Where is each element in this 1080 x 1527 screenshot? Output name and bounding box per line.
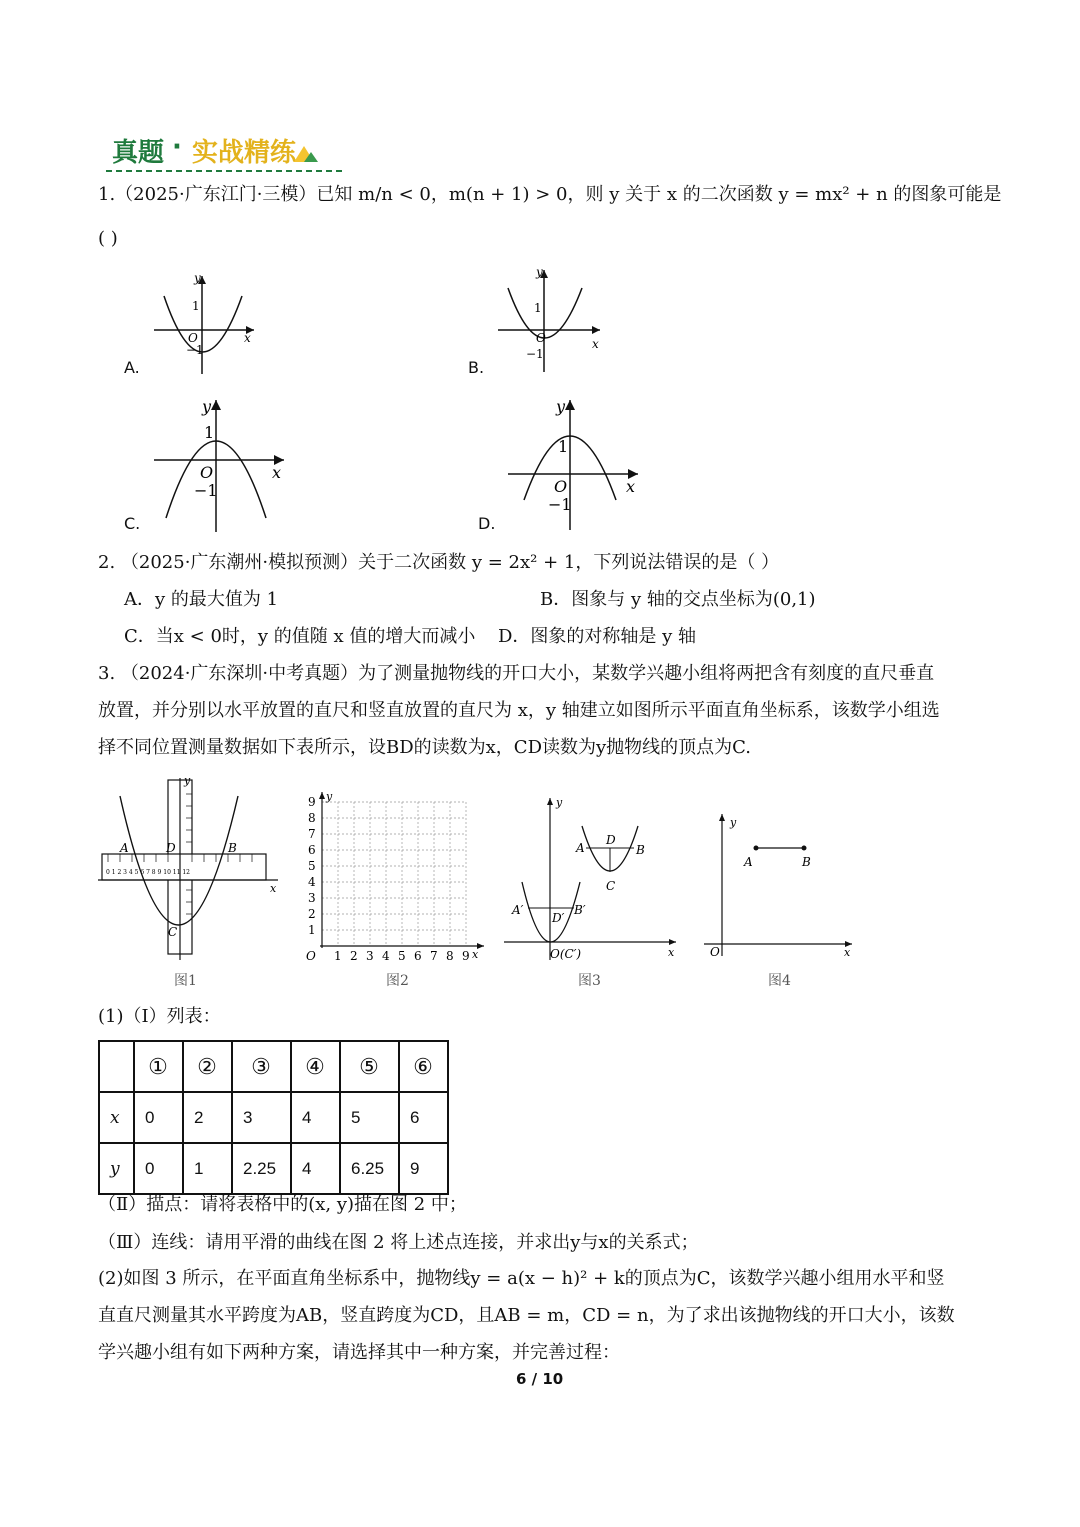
table-cell xyxy=(99,1041,134,1092)
table-cell: 3 xyxy=(232,1092,291,1143)
svg-text:8: 8 xyxy=(308,811,316,825)
svg-text:B: B xyxy=(802,855,811,869)
fig1-label-b: B xyxy=(228,841,237,855)
q3-part1-label: (1)（Ⅰ）列表： xyxy=(98,1006,221,1027)
svg-text:5: 5 xyxy=(398,949,406,962)
q1-option-c[interactable]: C. xyxy=(124,514,141,533)
fig1-label-a: A xyxy=(120,841,129,855)
table-cell: y xyxy=(99,1143,134,1194)
q3-part2-line2: 直直尺测量其水平跨度为AB，竖直跨度为CD，且AB = m，CD = n，为了求出该抛物线的开口大小，该数 xyxy=(98,1305,955,1326)
q1-option-b[interactable]: B. xyxy=(468,358,485,377)
svg-text:A: A xyxy=(744,855,753,869)
q1a-tick-neg1: −1 xyxy=(186,343,204,357)
table-header-row xyxy=(99,1041,448,1092)
q1a-x-label: x xyxy=(244,331,251,345)
svg-text:7: 7 xyxy=(430,949,438,962)
q3-figure-2 xyxy=(300,790,490,962)
section-title-part1: 真题 xyxy=(112,138,165,168)
svg-text:3: 3 xyxy=(366,949,374,962)
svg-text:y: y xyxy=(326,790,333,803)
svg-text:4: 4 xyxy=(308,875,316,889)
q3-data-table xyxy=(98,1040,449,1195)
svg-text:O: O xyxy=(710,945,720,959)
q3-figure-3 xyxy=(500,792,684,962)
q1-option-d[interactable]: D. xyxy=(478,514,496,533)
fig1-ruler-numbers: 0 1 2 3 4 5 6 7 8 9 10 11 12 xyxy=(106,869,190,876)
svg-text:6: 6 xyxy=(308,843,316,857)
svg-text:x: x xyxy=(592,337,599,351)
svg-text:−1: −1 xyxy=(526,347,544,361)
svg-text:y: y xyxy=(184,774,191,787)
svg-text:1: 1 xyxy=(308,923,316,937)
table-cell: 1 xyxy=(183,1143,232,1194)
q2-option-b[interactable]: B．图象与 y 轴的交点坐标为(0,1) xyxy=(540,589,816,610)
q3-figure-4 xyxy=(700,810,860,962)
svg-text:O: O xyxy=(200,463,214,482)
q3-step3: （Ⅲ）连线：请用平滑的曲线在图 2 将上述点连接，并求出y与x的关系式； xyxy=(98,1232,699,1253)
table-cell: ⑤ xyxy=(340,1041,399,1092)
table-row xyxy=(99,1143,448,1194)
q1-graph-a xyxy=(150,268,260,378)
table-cell: 4 xyxy=(291,1143,340,1194)
q1a-origin: O xyxy=(188,331,198,345)
q3-stem-line1: 3. （2024·广东深圳·中考真题）为了测量抛物线的开口大小，某数学兴趣小组将两把含有刻度的直尺垂直 xyxy=(98,663,935,684)
table-cell: 9 xyxy=(399,1143,448,1194)
table-cell: ② xyxy=(183,1041,232,1092)
svg-text:5: 5 xyxy=(308,859,316,873)
svg-text:A′: A′ xyxy=(512,903,524,917)
svg-text:8: 8 xyxy=(446,949,454,962)
svg-text:D: D xyxy=(606,833,616,847)
svg-text:9: 9 xyxy=(462,949,470,962)
svg-text:7: 7 xyxy=(308,827,316,841)
svg-text:1: 1 xyxy=(204,423,215,442)
q1-graph-c xyxy=(150,396,290,534)
q1-stem: 1.（2025·广东江门·三模）已知 m/n < 0，m(n + 1) > 0，则 y 关于 x 的二次函数 y = mx² + n 的图象可能是 xyxy=(98,184,1002,205)
svg-text:−1: −1 xyxy=(548,495,572,514)
fig1-caption: 图1 xyxy=(174,973,197,989)
svg-text:y: y xyxy=(730,816,737,829)
section-underline xyxy=(106,170,342,172)
svg-text:x: x xyxy=(626,477,636,496)
svg-text:x: x xyxy=(844,946,851,959)
svg-text:O: O xyxy=(554,477,568,496)
svg-text:2: 2 xyxy=(308,907,316,921)
section-header xyxy=(100,128,350,176)
fig1-label-d: D xyxy=(166,841,176,855)
svg-text:x: x xyxy=(472,948,479,961)
svg-text:O: O xyxy=(536,331,546,345)
svg-text:O(C′): O(C′) xyxy=(550,947,582,961)
section-title-part2: 实战精练 xyxy=(192,138,297,168)
table-cell: 5 xyxy=(340,1092,399,1143)
svg-text:x: x xyxy=(270,882,277,895)
svg-text:1: 1 xyxy=(534,301,542,315)
table-cell: ⑥ xyxy=(399,1041,448,1092)
svg-text:A: A xyxy=(576,841,585,855)
fig1-label-c: C xyxy=(168,925,178,939)
svg-text:1: 1 xyxy=(334,949,342,962)
svg-text:y: y xyxy=(202,397,212,416)
svg-text:B: B xyxy=(636,843,645,857)
table-cell: 0 xyxy=(134,1092,183,1143)
fig3-caption: 图3 xyxy=(578,973,601,989)
svg-text:y: y xyxy=(556,796,563,809)
q2-option-a[interactable]: A．y 的最大值为 1 xyxy=(124,589,279,610)
table-cell: 2 xyxy=(183,1092,232,1143)
q1-option-a[interactable]: A. xyxy=(124,358,140,377)
svg-text:y: y xyxy=(536,265,543,279)
table-cell: 6.25 xyxy=(340,1143,399,1194)
q1a-y-label: y xyxy=(194,271,201,285)
q2-stem: 2. （2025·广东潮州·模拟预测）关于二次函数 y = 2x² + 1，下列说法错误的是（ ） xyxy=(98,552,780,573)
svg-text:4: 4 xyxy=(382,949,390,962)
svg-text:O: O xyxy=(306,949,316,962)
page-number: 6 / 10 xyxy=(516,1370,564,1388)
table-cell: 6 xyxy=(399,1092,448,1143)
q1-graph-d xyxy=(504,396,644,532)
table-cell: ④ xyxy=(291,1041,340,1092)
fig2-caption: 图2 xyxy=(386,973,409,989)
q3-part2-line3: 学兴趣小组有如下两种方案，请选择其中一种方案，并完善过程： xyxy=(98,1342,620,1363)
q2-option-d[interactable]: D．图象的对称轴是 y 轴 xyxy=(498,626,697,647)
table-cell: x xyxy=(99,1092,134,1143)
q3-part2-line1: (2)如图 3 所示，在平面直角坐标系中，抛物线y = a(x − h)² + k的顶点为C，该数学兴趣小组用水平和竖 xyxy=(98,1268,945,1289)
q3-figure-1 xyxy=(98,774,282,960)
svg-text:y: y xyxy=(556,397,566,416)
q1-answer-blank: ( ) xyxy=(98,228,118,249)
q3-stem-line2: 放置，并分别以水平放置的直尺和竖直放置的直尺为 x，y 轴建立如图所示平面直角坐标系，该数学小组选 xyxy=(98,700,940,721)
table-cell: 0 xyxy=(134,1143,183,1194)
svg-text:−1: −1 xyxy=(194,481,218,500)
q1a-tick-1: 1 xyxy=(192,299,200,313)
svg-text:3: 3 xyxy=(308,891,316,905)
mountain-icon xyxy=(292,142,320,164)
svg-text:x: x xyxy=(272,463,282,482)
section-title-dot: · xyxy=(172,132,182,162)
svg-text:1: 1 xyxy=(558,437,569,456)
svg-text:B′: B′ xyxy=(574,903,586,917)
svg-text:D′: D′ xyxy=(552,911,565,925)
fig4-caption: 图4 xyxy=(768,973,791,989)
svg-text:x: x xyxy=(668,946,675,959)
svg-text:6: 6 xyxy=(414,949,422,962)
q3-stem-line3: 择不同位置测量数据如下表所示，设BD的读数为x，CD读数为y抛物线的顶点为C. xyxy=(98,737,752,758)
table-cell: ① xyxy=(134,1041,183,1092)
q1-graph-b xyxy=(494,262,606,374)
table-row xyxy=(99,1092,448,1143)
svg-text:C: C xyxy=(606,879,616,893)
table-cell: 4 xyxy=(291,1092,340,1143)
table-cell: 2.25 xyxy=(232,1143,291,1194)
q2-option-c[interactable]: C．当x < 0时，y 的值随 x 值的增大而减小 xyxy=(124,626,476,647)
svg-text:9: 9 xyxy=(308,795,316,809)
table-cell: ③ xyxy=(232,1041,291,1092)
q3-step2: （Ⅱ）描点：请将表格中的(x, y)描在图 2 中； xyxy=(98,1194,467,1215)
svg-text:2: 2 xyxy=(350,949,358,962)
